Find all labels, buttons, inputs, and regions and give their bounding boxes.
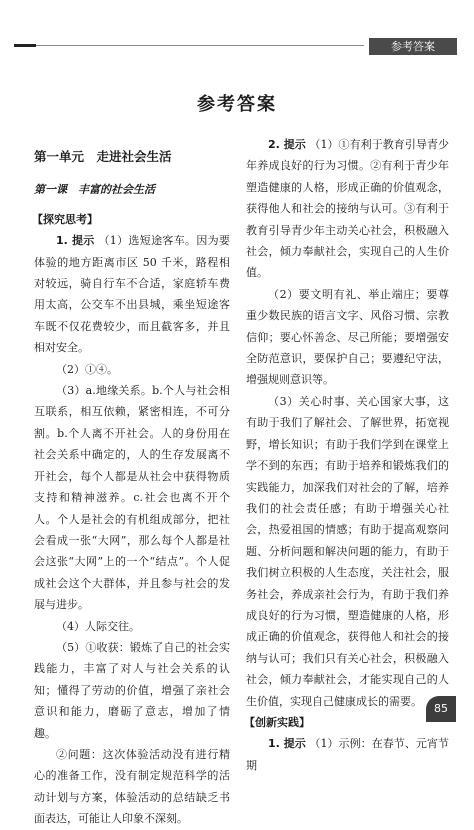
answer-number: 2. 提示 bbox=[268, 138, 306, 151]
page-title: 参考答案 bbox=[197, 94, 277, 115]
answer-paragraph: （5）①收获：锻炼了自己的社会实践能力，丰富了对人与社会关系的认知；懂得了劳动的价值，增强了亲社会意识和能力，磨砺了意志，增加了情趣。 bbox=[34, 640, 230, 740]
lesson-title: 第一课 丰富的社会生活 bbox=[34, 183, 155, 197]
header-rule bbox=[14, 45, 364, 46]
answer-paragraph: 1. 提示 （1）示例：在春节、元宵节期 bbox=[246, 737, 450, 772]
answer-paragraph: 2. 提示 （1）①有利于教育引导青少年养成良好的行为习惯。②有利于青少年塑造健康的人格，形成正确的价值观念，获得他人和社会的接纳与认可。③有利于教育引导青少年主动关心社会，积极融入社会，倾力奉献社会，实现自己的人生价值。 bbox=[246, 138, 450, 280]
answer-paragraph: （2）要文明有礼、举止端庄；要尊重少数民族的语言文字、风俗习惯、宗教信仰；要心怀善念、尽己所能；要增强安全防范意识，要保护自己；要遵纪守法，增强规则意识等。 bbox=[246, 287, 449, 387]
unit-title: 第一单元 走进社会生活 bbox=[34, 149, 172, 164]
answer-paragraph: （2）①④。 bbox=[56, 362, 118, 376]
answer-number: 1. 提示 bbox=[56, 234, 95, 248]
section-label-practice: 【创新实践】 bbox=[244, 715, 310, 729]
right-column bbox=[246, 134, 449, 776]
answer-paragraph: ②问题：这次体验活动没有进行精心的准备工作，没有制定规范科学的活动计划与方案，体验活动的总结缺乏书面表达，可能让人印象不深刻。 bbox=[34, 747, 230, 826]
answer-paragraph: （4）人际交往。 bbox=[56, 619, 140, 633]
header-rule-accent bbox=[14, 44, 36, 47]
answer-paragraph: （3）a.地缘关系。b.个人与社会相互联系，相互依赖，紧密相连，不可分割。b.个人离不开社会。人的身份用在社会关系中确定的，人的生存发展离不开社会，每个人都是从社会中获得物质支持和精神滋养。c.社会也离不开个人。个人是社会的有机组成部分，把社会看成一张“大网”，那么每个人都是社会这张“大网”上的一个“结点”。个人促成社会这个大群体，并且参与社会的发展与进步。 bbox=[34, 384, 230, 612]
page-number: 85 bbox=[426, 696, 456, 722]
answer-number: 1. 提示 bbox=[268, 737, 306, 751]
header-tag: 参考答案 bbox=[369, 38, 457, 55]
section-label-explore: 【探究思考】 bbox=[32, 212, 98, 226]
answer-paragraph: （3）关心时事、关心国家大事，这有助于我们了解社会、了解世界，拓宽视野，增长知识；有助于我们学到在课堂上学不到的东西；有助于培养和锻炼我们的实践能力，加深我们对社会的了解，培养我们的社会责任感；有助于增强关心社会，热爱祖国的情感；有助于提高观察问题、分析问题和解决问题的能力，有助于我们树立积极的人生态度，关注社会，服务社会，养成亲社会行为，有助于我们养成良好的行为习惯，塑造健康的人格，形成正确的价值观念，获得他人和社会的接纳与认可；我们只有关心社会，积极融入社会，倾力奉献社会，才能实现自己的人生价值，实现自己健康成长的需要。 bbox=[246, 394, 449, 708]
left-column bbox=[34, 144, 230, 830]
answer-paragraph: 1. 提示 （1）选短途客车。因为要体验的地方距离市区 50 千米，路程相对较远，骑自行车不合适，家庭轿车费用太高，公交车不出县城，乘坐短途客车既不仅花费较少，而且截客多，并且相对安全。 bbox=[34, 234, 231, 355]
